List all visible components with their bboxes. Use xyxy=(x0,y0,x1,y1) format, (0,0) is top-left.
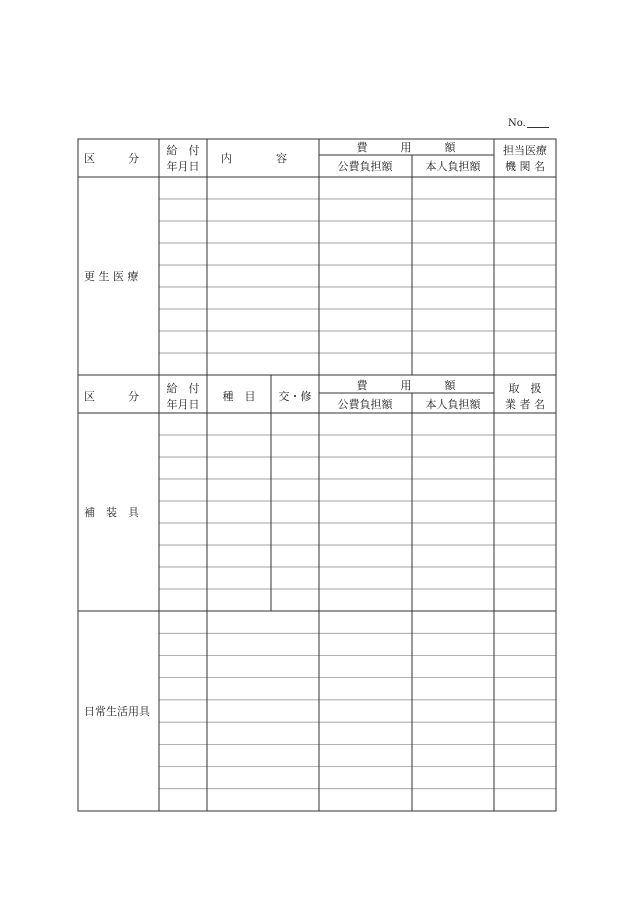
s2-hiyo-header: 費 用 額 xyxy=(356,379,456,392)
s1-kohi-header: 公費負担額 xyxy=(337,160,393,173)
s1-naiyo-header: 内 容 xyxy=(221,152,287,165)
s1-tanto-header-1: 担当医療 xyxy=(503,144,547,157)
s2-koshu-header: 交・修 xyxy=(278,390,312,403)
nichijo-seikatsu-yogu-label: 日常生活用具 xyxy=(84,705,150,718)
s1-hiyo-header: 費 用 額 xyxy=(356,141,456,154)
s2-kyufu-header-2: 年月日 xyxy=(166,398,200,411)
s2-toriatsukai-header-2: 業 者 名 xyxy=(505,398,545,411)
s1-kyufu-header-1: 給 付 xyxy=(166,144,200,157)
record-number-label: No. xyxy=(508,118,526,129)
s2-kubun-header: 区 分 xyxy=(84,390,139,403)
s1-kyufu-header-2: 年月日 xyxy=(166,160,200,173)
kosei-iryo-label: 更 生 医 療 xyxy=(84,270,139,283)
s2-kyufu-header-1: 給 付 xyxy=(166,382,200,395)
hosogu-label: 補 装 具 xyxy=(84,506,139,519)
s2-shumoku-header: 種 目 xyxy=(222,390,256,403)
row-rules xyxy=(159,199,556,789)
s2-honnin-header: 本人負担額 xyxy=(425,398,481,411)
s1-honnin-header: 本人負担額 xyxy=(425,160,481,173)
s2-toriatsukai-header-1: 取 扱 xyxy=(508,382,542,395)
s1-tanto-header-2: 機 関 名 xyxy=(505,160,545,173)
s2-kohi-header: 公費負担額 xyxy=(337,398,393,411)
s1-kubun-header: 区 分 xyxy=(84,152,139,165)
